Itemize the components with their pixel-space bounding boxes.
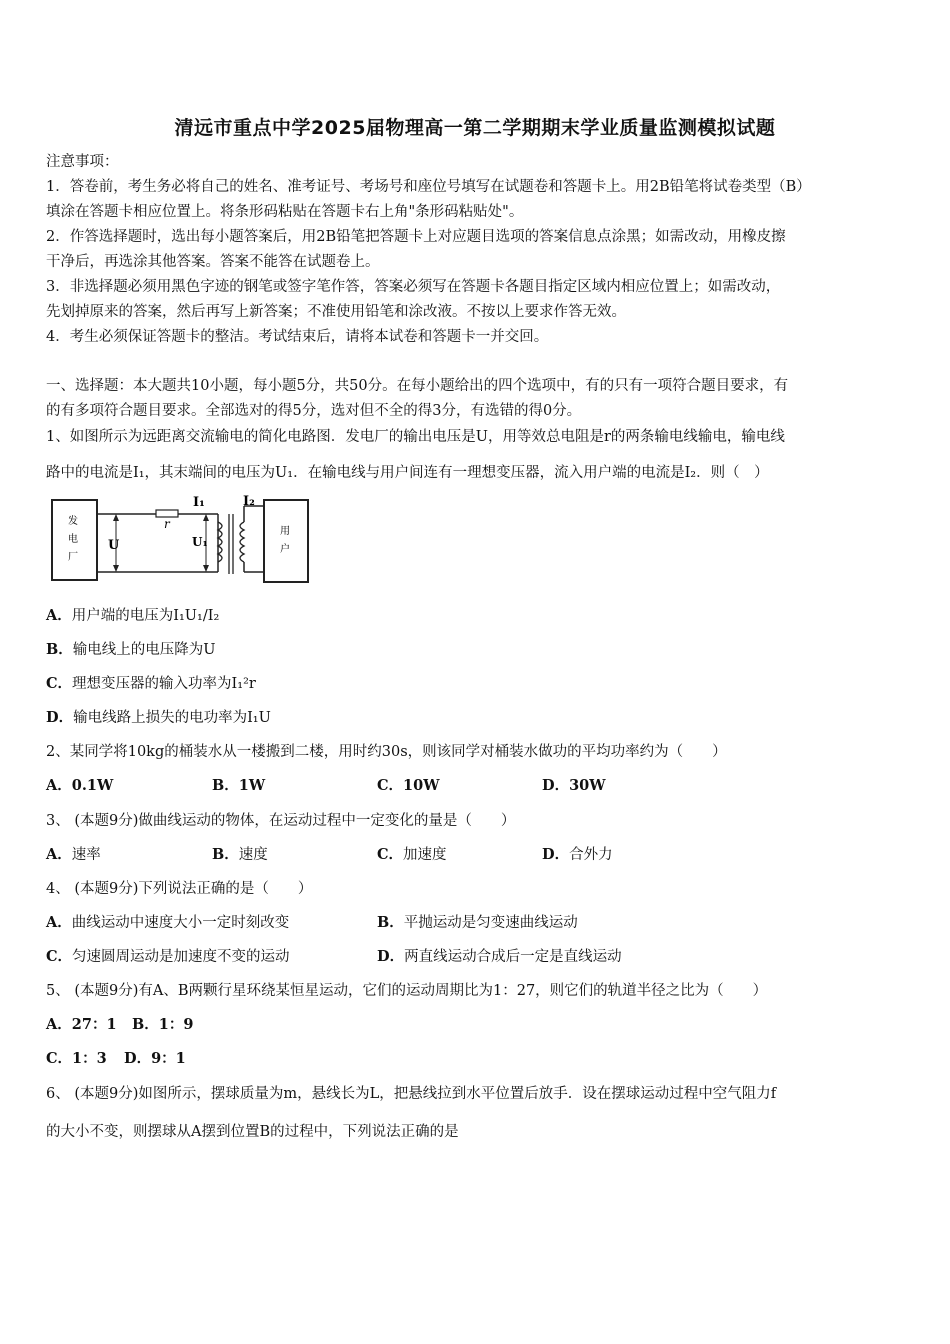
q1-option-c-text: 理想变压器的输入功率为I₁²r	[72, 676, 256, 692]
q5-option-a-label: A．	[46, 1016, 72, 1033]
q2-option-b	[212, 776, 265, 796]
q4-option-c-text: 匀速圆周运动是加速度不变的运动	[72, 949, 290, 965]
q2-option-d-text: 30W	[569, 777, 606, 794]
user-char-2: 户	[280, 544, 290, 555]
q5-option-c-label: C．	[46, 1050, 73, 1067]
section-intro-line-2: 的有多项符合题目要求。全部选对的得5分，选对但不全的得3分，有选错的得0分。	[46, 403, 582, 419]
q4-option-d-label: D．	[377, 948, 405, 965]
notice-line-7: 4．考生必须保证答题卡的整洁。考试结束后，请将本试卷和答题卡一并交回。	[46, 329, 549, 345]
q1-stem-line-1: 1、如图所示为远距离交流输电的简化电路图．发电厂的输出电压是U，用等效总电阻是r的两条输电线输电，输电线	[46, 429, 785, 445]
plant-char-1: 发	[68, 516, 78, 527]
notice-line-2: 填涂在答题卡相应位置上。将条形码粘贴在答题卡右上角"条形码粘贴处"。	[46, 204, 524, 220]
q1-option-c-label: C．	[46, 675, 73, 692]
q4-option-c	[46, 947, 290, 967]
q3-option-d	[542, 845, 613, 865]
q2-option-b-text: 1W	[238, 777, 266, 794]
q3-option-b-text: 速度	[238, 847, 268, 863]
q1-option-a	[46, 606, 219, 626]
q3-option-b	[212, 845, 268, 865]
q1-circuit-diagram	[46, 492, 316, 584]
q1-stem-line-2: 路中的电流是I₁，其末端间的电压为U₁．在输电线与用户间连有一理想变压器，流入用户端的电流是I₂．则（ ）	[46, 465, 769, 481]
q3-option-a-label: A．	[46, 846, 72, 863]
q2-option-a	[46, 776, 113, 796]
q4-option-b	[377, 913, 578, 933]
q5-option-d-text: 9：1	[151, 1050, 186, 1067]
q2-option-a-label: A．	[46, 777, 72, 794]
q2-option-b-label: B．	[212, 777, 239, 794]
user-char-1: 用	[280, 526, 290, 537]
notice-line-6: 先划掉原来的答案，然后再写上新答案；不准使用铅笔和涂改液。不按以上要求作答无效。	[46, 304, 626, 320]
q2-option-c-text: 10W	[403, 777, 440, 794]
q2-option-c	[377, 776, 440, 796]
q3-option-d-text: 合外力	[569, 847, 613, 863]
notice-line-3: 2．作答选择题时，选出每小题答案后，用2B铅笔把答题卡上对应题目选项的答案信息点涂黑；如需改动，用橡皮擦	[46, 229, 786, 245]
q3-option-a-text: 速率	[71, 847, 101, 863]
q1-option-b	[46, 640, 216, 660]
q2-option-c-label: C．	[377, 777, 404, 794]
q5-option-c-text: 1：3	[72, 1050, 107, 1067]
q2-option-a-text: 0.1W	[71, 777, 114, 794]
q4-option-c-label: C．	[46, 948, 73, 965]
section-intro-line-1: 一、选择题：本大题共10小题，每小题5分，共50分。在每小题给出的四个选项中，有的只有一项符合题目要求，有	[46, 378, 789, 394]
q1-option-a-text: 用户端的电压为I₁U₁/I₂	[71, 608, 220, 624]
voltage-U-label: U	[108, 538, 120, 553]
q1-option-d-text: 输电线路上损失的电功率为I₁U	[73, 710, 271, 726]
q5-option-a-text: 27：1	[71, 1016, 117, 1033]
q5-option-b	[132, 1015, 193, 1035]
q5-option-a	[46, 1015, 117, 1035]
q5-option-b-label: B．	[132, 1016, 159, 1033]
q6-stem-line-1: 6、 (本题9分)如图所示，摆球质量为m，悬线长为L，把悬线拉到水平位置后放手．设在摆球运动过程中空气阻力f	[46, 1086, 777, 1102]
plant-char-2: 电	[68, 534, 78, 545]
current-I2-label: I₂	[243, 494, 255, 509]
q5-option-c	[46, 1049, 107, 1069]
q4-option-d	[377, 947, 622, 967]
q5-stem: 5、 (本题9分)有A、B两颗行星环绕某恒星运动，它们的运动周期比为1：27，则它们的轨道半径之比为（ ）	[46, 983, 768, 999]
q4-option-a-text: 曲线运动中速度大小一定时刻改变	[71, 915, 290, 931]
q5-option-d	[124, 1049, 186, 1069]
q1-option-c	[46, 674, 256, 694]
resistor-label: r	[164, 517, 170, 531]
q4-option-d-text: 两直线运动合成后一定是直线运动	[404, 949, 622, 965]
notice-heading: 注意事项：	[46, 154, 119, 170]
q4-option-b-text: 平抛运动是匀变速曲线运动	[403, 915, 578, 931]
notice-line-5: 3．非选择题必须用黑色字迹的钢笔或签字笔作答，答案必须写在答题卡各题目指定区域内相应位置上；如需改动，	[46, 279, 781, 295]
q4-stem: 4、 (本题9分)下列说法正确的是（ ）	[46, 881, 313, 897]
q5-option-d-label: D．	[124, 1050, 152, 1067]
q1-option-b-label: B．	[46, 641, 73, 658]
q4-option-b-label: B．	[377, 914, 404, 931]
q1-option-d	[46, 708, 271, 728]
q2-option-d	[542, 776, 606, 796]
voltage-U1-label: U₁	[192, 535, 208, 549]
q3-stem: 3、 (本题9分)做曲线运动的物体，在运动过程中一定变化的量是（ ）	[46, 813, 516, 829]
q3-option-c	[377, 845, 447, 865]
q1-option-a-label: A．	[46, 607, 72, 624]
q4-option-a	[46, 913, 289, 933]
q5-option-b-text: 1：9	[158, 1016, 194, 1033]
q3-option-b-label: B．	[212, 846, 239, 863]
q2-stem: 2、某同学将10kg的桶装水从一楼搬到二楼，用时约30s，则该同学对桶装水做功的平均功率约为（ ）	[46, 744, 727, 760]
q3-option-a	[46, 845, 101, 865]
q4-option-a-label: A．	[46, 914, 72, 931]
notice-line-4: 干净后，再选涂其他答案。答案不能答在试题卷上。	[46, 254, 380, 270]
q1-option-b-text: 输电线上的电压降为U	[72, 642, 216, 658]
q3-option-d-label: D．	[542, 846, 570, 863]
page-title: 清远市重点中学2025届物理高一第二学期期末学业质量监测模拟试题	[174, 117, 776, 139]
q3-option-c-label: C．	[377, 846, 404, 863]
q3-option-c-text: 加速度	[403, 847, 447, 863]
q2-option-d-label: D．	[542, 777, 570, 794]
current-I1-label: I₁	[193, 495, 205, 510]
q6-stem-line-2: 的大小不变，则摆球从A摆到位置B的过程中，下列说法正确的是	[46, 1124, 459, 1140]
notice-line-1: 1．答卷前，考生务必将自己的姓名、准考证号、考场号和座位号填写在试题卷和答题卡上。用2B铅笔将试卷类型（B）	[46, 179, 811, 195]
q1-option-d-label: D．	[46, 709, 74, 726]
plant-char-3: 厂	[68, 552, 78, 563]
